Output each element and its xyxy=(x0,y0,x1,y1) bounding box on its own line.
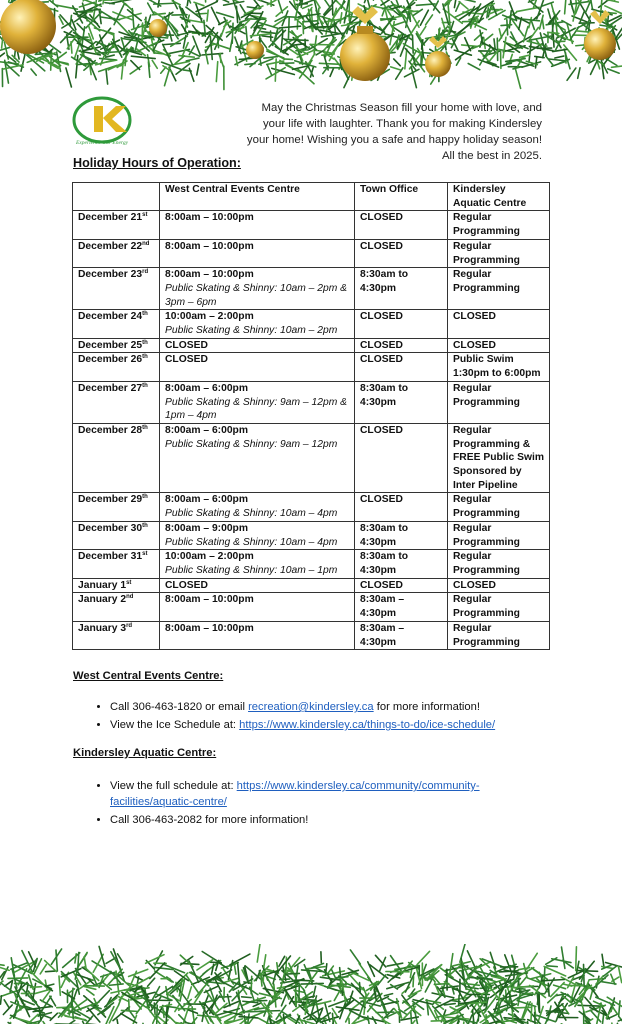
events-centre-cell: 8:00am – 10:00pm xyxy=(160,593,355,621)
header-date xyxy=(73,183,160,211)
aquatic-centre-cell: CLOSED xyxy=(448,338,550,353)
date-cell: January 1st xyxy=(73,578,160,593)
town-office-cell: CLOSED xyxy=(355,338,448,353)
header-aquatic-centre: Kindersley Aquatic Centre xyxy=(448,183,550,211)
skating-note: Public Skating & Shinny: 10am – 4pm xyxy=(165,508,338,520)
town-office-cell: 8:30am – 4:30pm xyxy=(355,621,448,649)
table-row xyxy=(73,550,550,578)
town-office-cell: CLOSED xyxy=(355,353,448,381)
skating-note: Public Skating & Shinny: 9am – 12pm xyxy=(165,438,338,450)
aquatic-centre-cell: Public Swim 1:30pm to 6:00pm xyxy=(448,353,550,381)
table-row xyxy=(73,578,550,593)
table-row xyxy=(73,211,550,239)
list-item: • View the Ice Schedule at: https://www.kindersley.ca/things-to-do/ice-schedule/ xyxy=(110,717,550,733)
events-centre-cell: 8:00am – 10:00pm xyxy=(160,621,355,649)
events-centre-cell: 10:00am – 2:00pm Public Skating & Shinny: 10am – 1pm xyxy=(160,550,355,578)
date-cell: December 31st xyxy=(73,550,160,578)
town-office-cell: CLOSED xyxy=(355,211,448,239)
aquatic-info-list xyxy=(92,778,550,830)
page-title: Holiday Hours of Operation: xyxy=(73,156,241,170)
pine-garland-top xyxy=(0,0,622,92)
skating-note: Public Skating & Shinny: 10am – 4pm xyxy=(165,536,338,548)
events-centre-cell: 8:00am – 10:00pm Public Skating & Shinny: 10am – 2pm & 3pm – 6pm xyxy=(160,268,355,310)
town-office-cell: CLOSED xyxy=(355,578,448,593)
events-centre-cell: CLOSED xyxy=(160,353,355,381)
date-cell: December 22nd xyxy=(73,239,160,267)
events-centre-cell: 8:00am – 10:00pm xyxy=(160,239,355,267)
table-row xyxy=(73,423,550,493)
aquatic-centre-cell: CLOSED xyxy=(448,310,550,338)
events-centre-cell: 8:00am – 6:00pm Public Skating & Shinny: 10am – 4pm xyxy=(160,493,355,521)
skating-note: Public Skating & Shinny: 10am – 2pm & 3pm – 6pm xyxy=(165,282,348,308)
aquatic-centre-cell: Regular Programming xyxy=(448,493,550,521)
header-events-centre: West Central Events Centre xyxy=(160,183,355,211)
wcec-info-list xyxy=(92,699,550,735)
events-centre-cell: 10:00am – 2:00pm Public Skating & Shinny: 10am – 2pm xyxy=(160,310,355,338)
email-link[interactable]: recreation@kindersley.ca xyxy=(248,701,374,713)
holiday-hours-table xyxy=(72,182,550,650)
header-town-office: Town Office xyxy=(355,183,448,211)
town-office-cell: CLOSED xyxy=(355,310,448,338)
aquatic-centre-cell: Regular Programming xyxy=(448,550,550,578)
date-cell: December 26th xyxy=(73,353,160,381)
town-office-cell: 8:30am to 4:30pm xyxy=(355,268,448,310)
town-office-cell: CLOSED xyxy=(355,423,448,493)
date-cell: January 2nd xyxy=(73,593,160,621)
date-cell: December 28th xyxy=(73,423,160,493)
aquatic-centre-cell: Regular Programming xyxy=(448,211,550,239)
aquatic-section-title: Kindersley Aquatic Centre: xyxy=(73,747,217,759)
aquatic-centre-cell: Regular Programming xyxy=(448,268,550,310)
town-office-cell: CLOSED xyxy=(355,239,448,267)
table-header-row xyxy=(73,183,550,211)
town-office-cell: 8:30am to 4:30pm xyxy=(355,550,448,578)
list-item: • Call 306-463-2082 for more information! xyxy=(110,812,550,828)
events-centre-cell: CLOSED xyxy=(160,338,355,353)
table-row xyxy=(73,593,550,621)
list-item: • Call 306-463-1820 or email recreation@kindersley.ca for more information! xyxy=(110,699,550,715)
town-office-cell: 8:30am – 4:30pm xyxy=(355,593,448,621)
date-cell: December 21st xyxy=(73,211,160,239)
table-row xyxy=(73,353,550,381)
skating-note: Public Skating & Shinny: 10am – 1pm xyxy=(165,564,338,576)
greeting-message: May the Christmas Season fill your home with love, and your life with laughter. Thank you for making Kindersley your home! Wishing you a safe and happy holiday season! All the best in 2025. xyxy=(246,102,542,162)
town-office-cell: 8:30am to 4:30pm xyxy=(355,521,448,549)
aquatic-centre-cell: Regular Programming xyxy=(448,593,550,621)
date-cell: December 30th xyxy=(73,521,160,549)
aquatic-centre-cell: Regular Programming xyxy=(448,239,550,267)
events-centre-cell: 8:00am – 6:00pm Public Skating & Shinny: 9am – 12pm xyxy=(160,423,355,493)
table-row xyxy=(73,338,550,353)
events-centre-cell: 8:00am – 10:00pm xyxy=(160,211,355,239)
table-row xyxy=(73,268,550,310)
pine-garland-bottom xyxy=(0,944,622,1024)
skating-note: Public Skating & Shinny: 10am – 2pm xyxy=(165,325,338,337)
date-cell: December 23rd xyxy=(73,268,160,310)
aquatic-centre-cell: Regular Programming & FREE Public Swim Sponsored by Inter Pipeline xyxy=(448,423,550,493)
svg-text:Experience Our Energy: Experience Our Energy xyxy=(75,140,129,146)
date-cell: January 3rd xyxy=(73,621,160,649)
table-row xyxy=(73,381,550,423)
ice-schedule-link[interactable]: https://www.kindersley.ca/things-to-do/ice-schedule/ xyxy=(239,719,496,731)
table-row xyxy=(73,521,550,549)
kindersley-logo xyxy=(72,94,138,148)
list-item: • View the full schedule at: https://www.kindersley.ca/community/community-facilities/aquatic-centre/ xyxy=(110,778,550,810)
date-cell: December 25th xyxy=(73,338,160,353)
aquatic-schedule-link[interactable]: https://www.kindersley.ca/community/community-facilities/aquatic-centre/ xyxy=(110,780,480,808)
town-office-cell: CLOSED xyxy=(355,493,448,521)
events-centre-cell: CLOSED xyxy=(160,578,355,593)
aquatic-centre-cell: CLOSED xyxy=(448,578,550,593)
skating-note: Public Skating & Shinny: 9am – 12pm & 1pm – 4pm xyxy=(165,396,348,422)
aquatic-centre-cell: Regular Programming xyxy=(448,381,550,423)
date-cell: December 27th xyxy=(73,381,160,423)
events-centre-cell: 8:00am – 9:00pm Public Skating & Shinny: 10am – 4pm xyxy=(160,521,355,549)
wcec-section-title: West Central Events Centre: xyxy=(73,670,224,682)
table-row xyxy=(73,239,550,267)
table-row xyxy=(73,493,550,521)
date-cell: December 24th xyxy=(73,310,160,338)
date-cell: December 29th xyxy=(73,493,160,521)
table-row xyxy=(73,310,550,338)
town-office-cell: 8:30am to 4:30pm xyxy=(355,381,448,423)
table-row xyxy=(73,621,550,649)
events-centre-cell: 8:00am – 6:00pm Public Skating & Shinny: 9am – 12pm & 1pm – 4pm xyxy=(160,381,355,423)
aquatic-centre-cell: Regular Programming xyxy=(448,521,550,549)
aquatic-centre-cell: Regular Programming xyxy=(448,621,550,649)
